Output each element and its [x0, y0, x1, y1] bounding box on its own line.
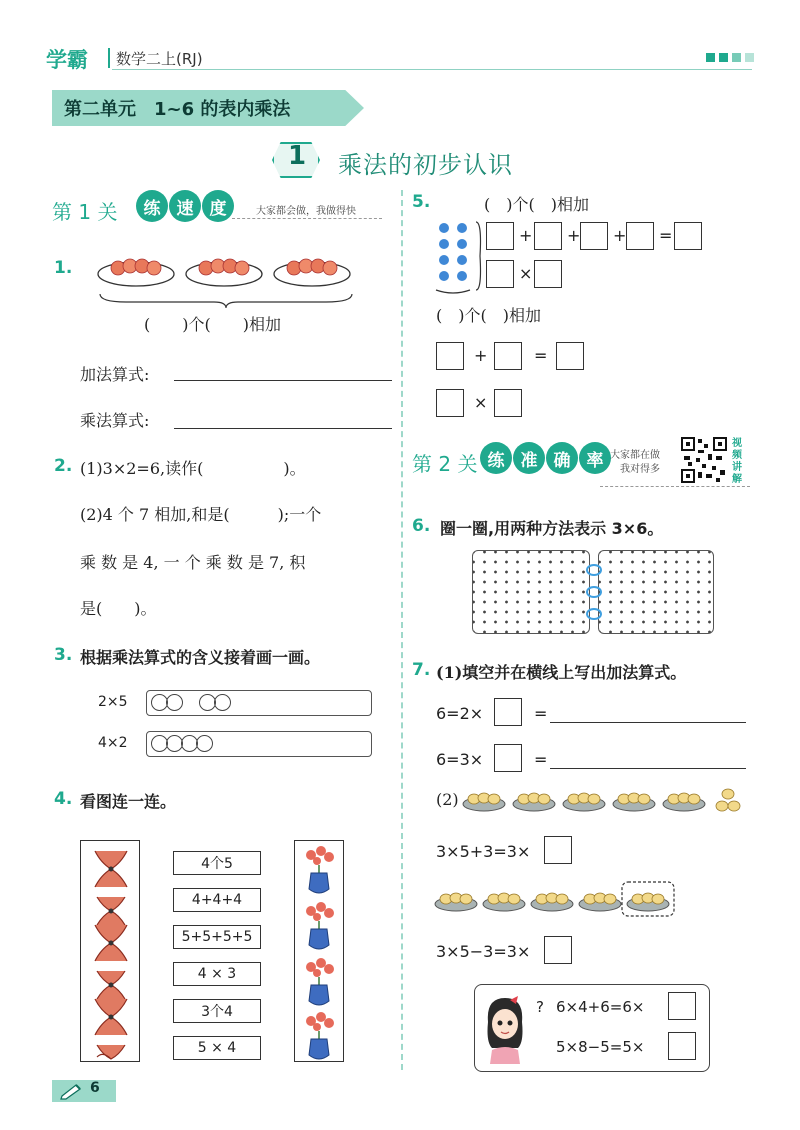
level1-label: 第 1 关 [52, 200, 118, 224]
q4-label-box[interactable]: 3个4 [173, 999, 261, 1023]
bun-plate-icon [483, 893, 525, 911]
q7-eq4: 3×5−3=3× [436, 942, 531, 961]
q7-answer-box[interactable] [668, 992, 696, 1020]
q5-op: × [474, 393, 488, 412]
q1-mul-answer-line[interactable] [174, 428, 392, 429]
page-number: 6 [90, 1080, 100, 1096]
q5-op: × [519, 264, 533, 283]
brand-separator [108, 48, 110, 68]
q3-row2-draw-area[interactable] [146, 731, 372, 757]
flower-vase-icon [306, 958, 334, 1005]
fruit-plate-icon [274, 259, 350, 286]
q5-answer-box[interactable] [674, 222, 702, 250]
q5-op: + [474, 346, 488, 365]
q7-eq-sign: = [534, 750, 548, 769]
q5-number: 5. [412, 192, 431, 212]
q4-label-column [173, 851, 261, 1060]
q2-line1: (1)3×2=6,读作( )。 [80, 459, 306, 478]
q2-line3: 乘 数 是 4, 一 个 乘 数 是 7, 积 [80, 553, 306, 572]
q5-answer-box[interactable] [486, 222, 514, 250]
q7-number: 7. [412, 660, 431, 680]
q7-answer-box[interactable] [494, 698, 522, 726]
pencil-icon [58, 1082, 86, 1100]
fruit-plate-icon [186, 259, 262, 286]
q7-text: (1)填空并在横线上写出加法算式。 [436, 663, 687, 682]
q2-line4: 是( )。 [80, 599, 157, 618]
q5-dot-array [434, 218, 484, 296]
q4-label-box[interactable]: 5+5+5+5 [173, 925, 261, 949]
q4-label-box[interactable]: 4个5 [173, 851, 261, 875]
q7-answer-line[interactable] [550, 722, 746, 723]
q7-eq2: 6=3× [436, 750, 484, 769]
q5-op: + [519, 226, 533, 245]
circle-icon [214, 694, 231, 711]
flower-vase-icons [295, 841, 343, 1061]
q7-eq3: 3×5+3=3× [436, 842, 531, 861]
bun-plate-icon [613, 793, 655, 811]
level1-badge: 度 [202, 190, 234, 222]
q1-number: 1. [54, 258, 73, 278]
q7-part2: (2) [436, 790, 459, 809]
q5-answer-box[interactable] [486, 260, 514, 288]
q4-text: 看图连一连。 [80, 792, 177, 811]
q2-line2: (2)4 个 7 相加,和是( );一个 [80, 505, 322, 524]
think-question-mark: ? [536, 998, 544, 1016]
q7-eq1: 6=2× [436, 704, 484, 723]
bun-plate-icon [627, 893, 669, 911]
level2-badge: 准 [513, 442, 545, 474]
q5-answer-box[interactable] [494, 389, 522, 417]
q5-answer-box[interactable] [436, 389, 464, 417]
q5-answer-box[interactable] [436, 342, 464, 370]
lesson-number: 1 [288, 141, 307, 171]
q5-answer-box[interactable] [626, 222, 654, 250]
q7-eq6: 5×8−5=5× [556, 1038, 645, 1056]
bun-plate-icon [579, 893, 621, 911]
binder-rings-icon [584, 558, 604, 628]
q4-label-box[interactable]: 5 × 4 [173, 1036, 261, 1060]
q3-row2-label: 4×2 [98, 735, 128, 751]
header-rule [112, 69, 752, 70]
q4-flowers-column [294, 840, 344, 1062]
flower-vase-icon [306, 902, 334, 949]
level1-badge: 速 [169, 190, 201, 222]
q7-answer-box[interactable] [668, 1032, 696, 1060]
header-decoration [706, 53, 754, 62]
scissors-icon [95, 999, 127, 1059]
q5-op: = [659, 226, 673, 245]
q4-number: 4. [54, 789, 73, 809]
circle-icon [196, 735, 213, 752]
bun-plate-icon [663, 793, 705, 811]
q4-scissors-column [80, 840, 140, 1062]
qr-code-icon[interactable] [680, 436, 728, 484]
scissors-icon [95, 925, 127, 999]
q5-caption2: ( )个( )相加 [436, 306, 541, 325]
q6-dot-grid-left[interactable] [472, 550, 590, 634]
qr-caption: 视频讲解 [732, 438, 742, 485]
q1-add-answer-line[interactable] [174, 380, 392, 381]
q7-answer-box[interactable] [494, 744, 522, 772]
column-divider [401, 190, 403, 1070]
bun-plate-icon [563, 793, 605, 811]
level2-motto-line1: 大家都在做 [610, 450, 660, 461]
q2-number: 2. [54, 456, 73, 476]
book-title: 数学二上(RJ) [116, 50, 203, 68]
level2-motto-rule [600, 486, 750, 487]
flower-vase-icon [306, 1012, 334, 1059]
q7-eq-sign: = [534, 704, 548, 723]
q3-number: 3. [54, 645, 73, 665]
q3-text: 根据乘法算式的含义接着画一画。 [80, 648, 321, 667]
bun-plate-icon [463, 793, 505, 811]
unit-title: 第二单元 1~6 的表内乘法 [64, 99, 291, 120]
bun-plate-icon [435, 893, 477, 911]
q5-answer-box[interactable] [534, 222, 562, 250]
bun-plate-icon [531, 893, 573, 911]
q7-answer-box[interactable] [544, 936, 572, 964]
circle-icon [166, 694, 183, 711]
q4-label-box[interactable]: 4+4+4 [173, 888, 261, 912]
level1-motto-rule [232, 218, 382, 219]
level2-badge: 练 [480, 442, 512, 474]
level2-label: 第 2 关 [412, 452, 478, 476]
q7-answer-line[interactable] [550, 768, 746, 769]
q5-caption1: ( )个( )相加 [484, 195, 589, 214]
brand-logo: 学霸 [46, 48, 88, 72]
q6-number: 6. [412, 516, 431, 536]
level1-badge: 练 [136, 190, 168, 222]
q5-answer-box[interactable] [580, 222, 608, 250]
level2-badge: 率 [579, 442, 611, 474]
q1-fruit-plates [96, 248, 356, 308]
q5-answer-box[interactable] [534, 260, 562, 288]
q4-label-box[interactable]: 4 × 3 [173, 962, 261, 986]
level1-motto: 大家都会做，我做得快 [256, 206, 356, 217]
q1-mul-label: 乘法算式: [80, 411, 150, 430]
q7-bun-plates-row1 [462, 786, 748, 816]
scissors-icon [95, 851, 127, 925]
bun-plate-icon [513, 793, 555, 811]
q6-text: 圈一圈,用两种方法表示 3×6。 [440, 519, 664, 538]
girl-character-icon [480, 992, 530, 1066]
level2-badge: 确 [546, 442, 578, 474]
q7-bun-plates-row2 [434, 880, 678, 920]
level2-badges [480, 442, 611, 474]
q5-op: = [534, 346, 548, 365]
q5-op: + [567, 226, 581, 245]
fruit-plate-icon [98, 259, 174, 286]
q1-add-label: 加法算式: [80, 365, 150, 384]
q7-answer-box[interactable] [544, 836, 572, 864]
level2-motto-line2: 我对得多 [620, 464, 660, 475]
q5-answer-box[interactable] [556, 342, 584, 370]
q6-dot-grid-right[interactable] [598, 550, 714, 634]
q5-answer-box[interactable] [494, 342, 522, 370]
flower-vase-icon [306, 846, 334, 893]
q5-op: + [613, 226, 627, 245]
scissors-icons [81, 841, 139, 1061]
q3-row1-draw-area[interactable] [146, 690, 372, 716]
lesson-title: 乘法的初步认识 [338, 151, 513, 179]
q1-caption: ( )个( )相加 [144, 315, 281, 334]
level1-badges [136, 190, 234, 222]
loose-buns-icon [716, 789, 740, 811]
q7-eq5: 6×4+6=6× [556, 998, 645, 1016]
q3-row1-label: 2×5 [98, 694, 128, 710]
